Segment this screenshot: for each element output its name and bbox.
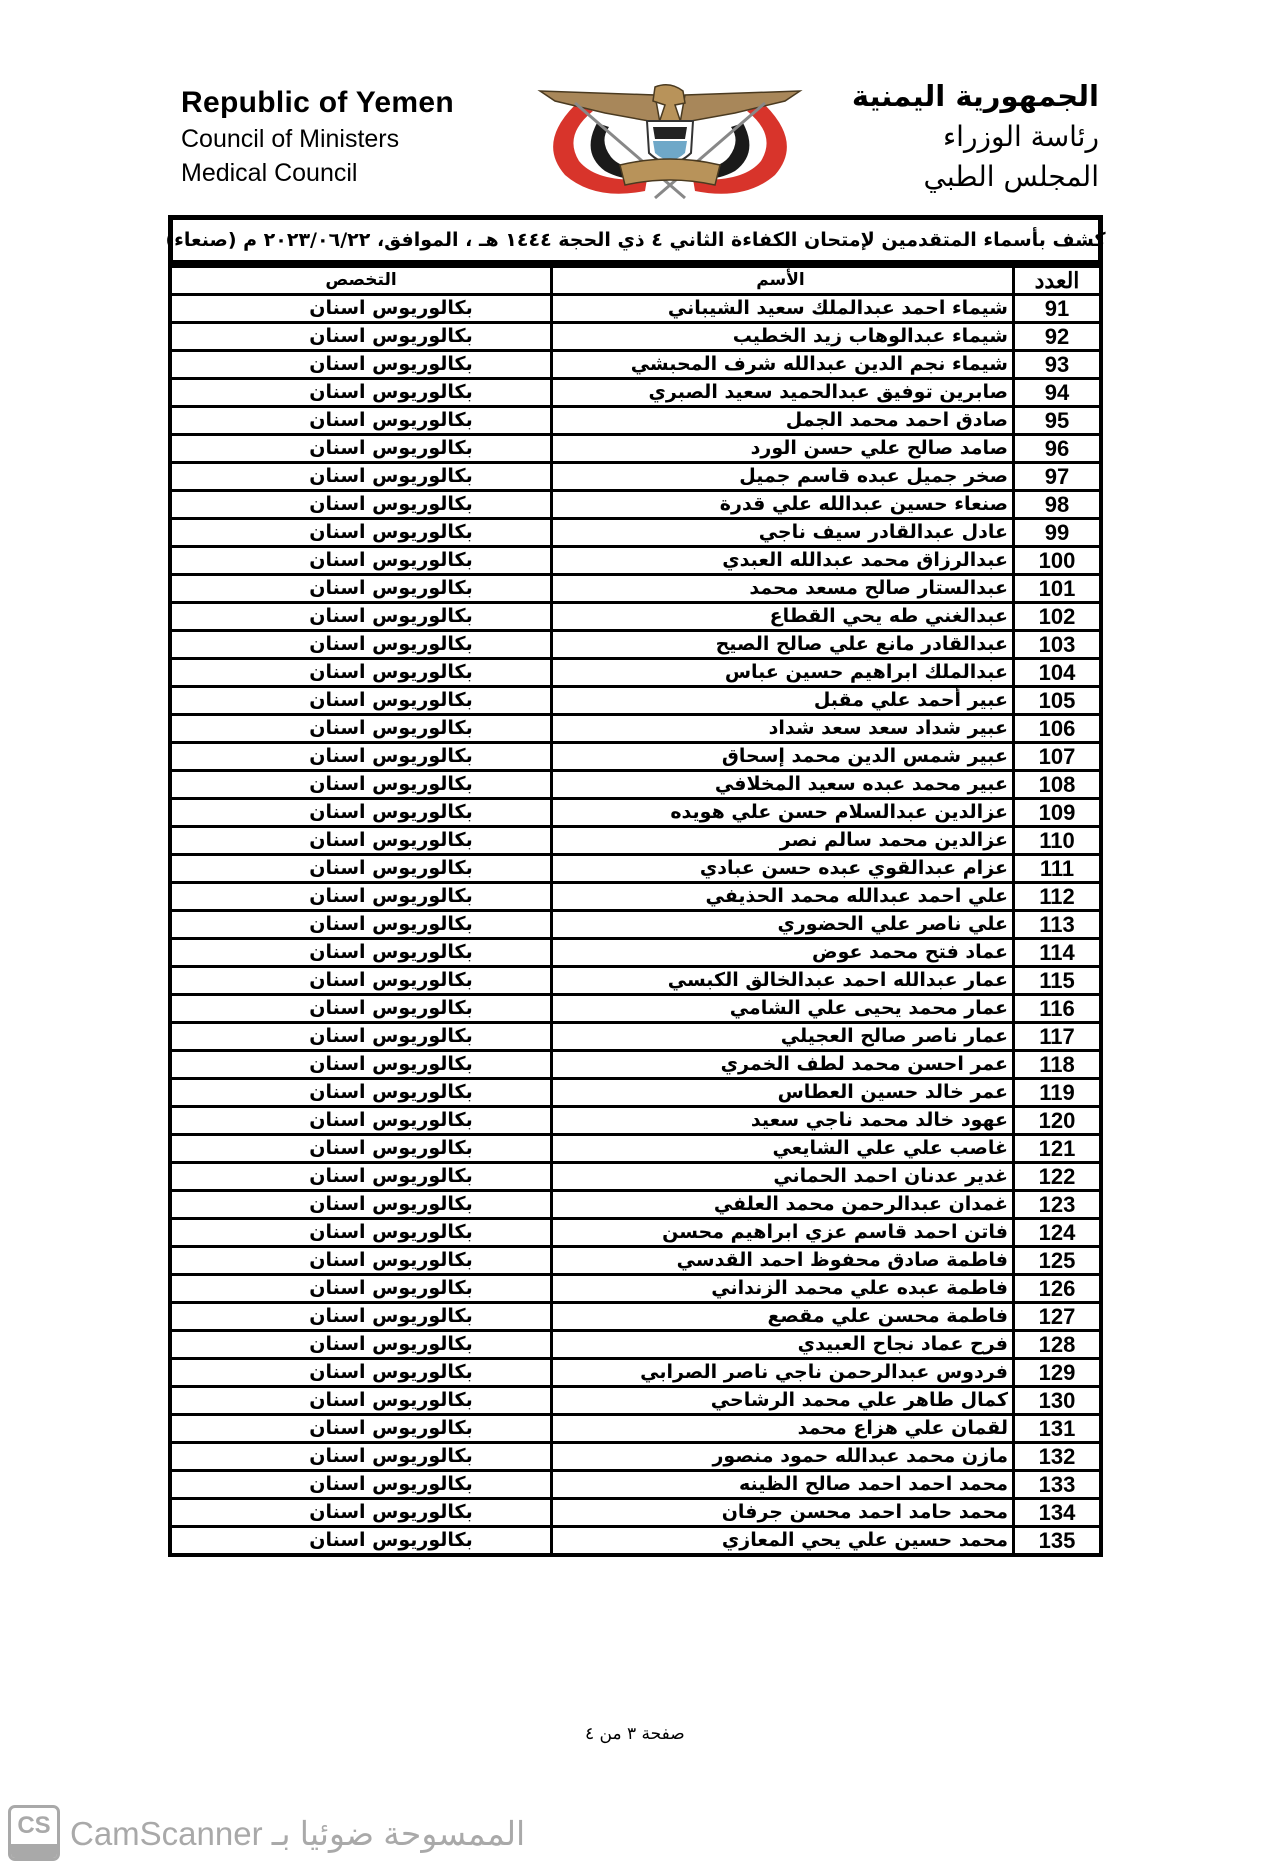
row-number: 123 (1014, 1191, 1102, 1219)
row-number: 92 (1014, 323, 1102, 351)
applicant-name: عبدالملك ابراهيم حسين عباس (552, 659, 1014, 687)
applicant-name: فاطمة صادق محفوظ احمد القدسي (552, 1247, 1014, 1275)
applicant-name: شيماء نجم الدين عبدالله شرف المحبشي (552, 351, 1014, 379)
applicant-specialization: بكالوريوس اسنان (170, 1079, 552, 1107)
applicant-specialization: بكالوريوس اسنان (170, 687, 552, 715)
applicant-specialization: بكالوريوس اسنان (170, 1415, 552, 1443)
table-row (170, 855, 1101, 883)
applicant-name: غمدان عبدالرحمن محمد العلفي (552, 1191, 1014, 1219)
applicant-specialization: بكالوريوس اسنان (170, 1135, 552, 1163)
table-row (170, 1051, 1101, 1079)
table-row (170, 659, 1101, 687)
applicant-name: لقمان علي هزاع محمد (552, 1415, 1014, 1443)
table-row (170, 1303, 1101, 1331)
applicant-name: عمر خالد حسين العطاس (552, 1079, 1014, 1107)
applicant-name: عبدالرزاق محمد عبدالله العبدي (552, 547, 1014, 575)
applicant-specialization: بكالوريوس اسنان (170, 295, 552, 323)
applicant-specialization: بكالوريوس اسنان (170, 1359, 552, 1387)
row-number: 96 (1014, 435, 1102, 463)
camscanner-logo-icon: CS (8, 1805, 60, 1861)
table-row (170, 295, 1101, 323)
column-header-specialization: التخصص (170, 267, 552, 295)
table-row (170, 1135, 1101, 1163)
applicant-specialization: بكالوريوس اسنان (170, 407, 552, 435)
table-row (170, 967, 1101, 995)
table-row (170, 491, 1101, 519)
table-row (170, 1387, 1101, 1415)
row-number: 133 (1014, 1471, 1102, 1499)
table-row (170, 547, 1101, 575)
row-number: 112 (1014, 883, 1102, 911)
applicant-specialization: بكالوريوس اسنان (170, 1051, 552, 1079)
applicant-specialization: بكالوريوس اسنان (170, 547, 552, 575)
applicant-specialization: بكالوريوس اسنان (170, 491, 552, 519)
applicant-name: عزام عبدالقوي عبده حسن عبادي (552, 855, 1014, 883)
row-number: 125 (1014, 1247, 1102, 1275)
row-number: 100 (1014, 547, 1102, 575)
row-number: 118 (1014, 1051, 1102, 1079)
watermark-text (70, 1814, 525, 1853)
table-row (170, 1247, 1101, 1275)
applicant-name: عبدالستار صالح مسعد محمد (552, 575, 1014, 603)
applicant-name: صامد صالح علي حسن الورد (552, 435, 1014, 463)
table-row (170, 771, 1101, 799)
applicant-name: صادق احمد محمد الجمل (552, 407, 1014, 435)
applicant-specialization: بكالوريوس اسنان (170, 855, 552, 883)
applicant-specialization: بكالوريوس اسنان (170, 1471, 552, 1499)
applicant-specialization: بكالوريوس اسنان (170, 1527, 552, 1556)
table-row (170, 575, 1101, 603)
applicant-specialization: بكالوريوس اسنان (170, 519, 552, 547)
row-number: 130 (1014, 1387, 1102, 1415)
table-row (170, 1359, 1101, 1387)
applicant-name: عمار ناصر صالح العجيلي (552, 1023, 1014, 1051)
applicant-name: عبدالغني طه يحي القطاع (552, 603, 1014, 631)
applicant-name: عماد فتح محمد عوض (552, 939, 1014, 967)
applicant-specialization: بكالوريوس اسنان (170, 799, 552, 827)
applicant-specialization: بكالوريوس اسنان (170, 659, 552, 687)
applicants-table (168, 265, 1103, 1557)
letterhead-en-title: Republic of Yemen (181, 86, 454, 119)
row-number: 131 (1014, 1415, 1102, 1443)
document-title: كشف بأسماء المتقدمين لإمتحان الكفاءة الثاني ٤ ذي الحجة ١٤٤٤ هـ ، الموافق، ٢٠٢٣/٠٦/٢٢ م (صنعاء) (168, 215, 1103, 265)
row-number: 119 (1014, 1079, 1102, 1107)
yemen-emblem-icon (535, 83, 805, 203)
applicant-name: عبدالقادر مانع علي صالح الصيح (552, 631, 1014, 659)
table-row (170, 1415, 1101, 1443)
applicant-name: عمار عبدالله احمد عبدالخالق الكبسي (552, 967, 1014, 995)
applicant-specialization: بكالوريوس اسنان (170, 351, 552, 379)
applicant-specialization: بكالوريوس اسنان (170, 1443, 552, 1471)
applicants-table-container (165, 215, 1106, 1557)
applicant-name: عبير شداد سعد سعد شداد (552, 715, 1014, 743)
camscanner-watermark (8, 1805, 525, 1861)
row-number: 99 (1014, 519, 1102, 547)
letterhead-english (181, 88, 454, 186)
applicant-name: صابرين توفيق عبدالحميد سعيد الصبري (552, 379, 1014, 407)
letterhead-ar-line2: رئاسة الوزراء (943, 120, 1099, 153)
applicant-specialization: بكالوريوس اسنان (170, 715, 552, 743)
table-row (170, 1499, 1101, 1527)
table-row (170, 1191, 1101, 1219)
table-row (170, 1471, 1101, 1499)
table-row (170, 631, 1101, 659)
table-row (170, 1219, 1101, 1247)
applicant-specialization: بكالوريوس اسنان (170, 603, 552, 631)
page-number: صفحة ٣ من ٤ (585, 1724, 685, 1744)
applicant-specialization: بكالوريوس اسنان (170, 1499, 552, 1527)
row-number: 102 (1014, 603, 1102, 631)
applicant-name: عزالدين محمد سالم نصر (552, 827, 1014, 855)
applicant-specialization: بكالوريوس اسنان (170, 323, 552, 351)
applicant-specialization: بكالوريوس اسنان (170, 463, 552, 491)
applicant-specialization: بكالوريوس اسنان (170, 771, 552, 799)
applicant-specialization: بكالوريوس اسنان (170, 1219, 552, 1247)
letterhead-ar-title: الجمهورية اليمنية (851, 79, 1099, 113)
applicant-specialization: بكالوريوس اسنان (170, 1023, 552, 1051)
applicant-name: فرح عماد نجاح العبيدي (552, 1331, 1014, 1359)
applicant-specialization: بكالوريوس اسنان (170, 995, 552, 1023)
applicant-specialization: بكالوريوس اسنان (170, 1191, 552, 1219)
letterhead-ar-line3: المجلس الطبي (923, 160, 1099, 193)
row-number: 129 (1014, 1359, 1102, 1387)
table-row (170, 687, 1101, 715)
row-number: 121 (1014, 1135, 1102, 1163)
applicant-specialization: بكالوريوس اسنان (170, 1331, 552, 1359)
applicant-name: عمار محمد يحيى علي الشامي (552, 995, 1014, 1023)
row-number: 98 (1014, 491, 1102, 519)
table-row (170, 1331, 1101, 1359)
table-row (170, 883, 1101, 911)
table-row (170, 743, 1101, 771)
applicant-specialization: بكالوريوس اسنان (170, 1275, 552, 1303)
applicant-name: صخر جميل عبده قاسم جميل (552, 463, 1014, 491)
applicant-name: عزالدين عبدالسلام حسن علي هويده (552, 799, 1014, 827)
row-number: 95 (1014, 407, 1102, 435)
table-row (170, 911, 1101, 939)
table-row (170, 463, 1101, 491)
row-number: 127 (1014, 1303, 1102, 1331)
applicant-name: فاتن احمد قاسم عزي ابراهيم محسن (552, 1219, 1014, 1247)
table-row (170, 1275, 1101, 1303)
applicant-name: عمر احسن محمد لطف الخمري (552, 1051, 1014, 1079)
applicant-specialization: بكالوريوس اسنان (170, 1387, 552, 1415)
letterhead-en-line3: Medical Council (181, 159, 358, 187)
applicant-specialization: بكالوريوس اسنان (170, 1303, 552, 1331)
row-number: 126 (1014, 1275, 1102, 1303)
row-number: 103 (1014, 631, 1102, 659)
table-row (170, 799, 1101, 827)
letterhead-en-line2: Council of Ministers (181, 125, 400, 153)
table-row (170, 603, 1101, 631)
applicant-name: فردوس عبدالرحمن ناجي ناصر الصرابي (552, 1359, 1014, 1387)
row-number: 116 (1014, 995, 1102, 1023)
table-row (170, 1163, 1101, 1191)
table-row (170, 1527, 1101, 1556)
applicant-name: محمد حامد احمد محسن جرفان (552, 1499, 1014, 1527)
applicant-specialization: بكالوريوس اسنان (170, 939, 552, 967)
row-number: 97 (1014, 463, 1102, 491)
row-number: 120 (1014, 1107, 1102, 1135)
applicant-specialization: بكالوريوس اسنان (170, 435, 552, 463)
applicant-specialization: بكالوريوس اسنان (170, 827, 552, 855)
table-row (170, 519, 1101, 547)
row-number: 104 (1014, 659, 1102, 687)
table-row (170, 407, 1101, 435)
table-row (170, 1079, 1101, 1107)
watermark-arabic: الممسوحة ضوئيا بـ (271, 1814, 526, 1852)
table-row (170, 1443, 1101, 1471)
watermark-brand: CamScanner (70, 1814, 263, 1852)
applicant-name: عبير أحمد علي مقبل (552, 687, 1014, 715)
applicant-specialization: بكالوريوس اسنان (170, 1247, 552, 1275)
row-number: 107 (1014, 743, 1102, 771)
row-number: 94 (1014, 379, 1102, 407)
applicant-name: عبير محمد عبده سعيد المخلافي (552, 771, 1014, 799)
row-number: 135 (1014, 1527, 1102, 1556)
table-header-row (170, 267, 1101, 295)
applicant-name: مازن محمد عبدالله حمود منصور (552, 1443, 1014, 1471)
applicant-name: علي ناصر علي الحضوري (552, 911, 1014, 939)
applicant-name: غاصب علي علي الشايعي (552, 1135, 1014, 1163)
row-number: 113 (1014, 911, 1102, 939)
applicant-specialization: بكالوريوس اسنان (170, 1107, 552, 1135)
table-row (170, 995, 1101, 1023)
row-number: 132 (1014, 1443, 1102, 1471)
row-number: 111 (1014, 855, 1102, 883)
applicant-name: محمد حسين علي يحي المعازي (552, 1527, 1014, 1556)
applicant-name: عهود خالد محمد ناجي سعيد (552, 1107, 1014, 1135)
applicant-specialization: بكالوريوس اسنان (170, 967, 552, 995)
applicant-name: شيماء احمد عبدالملك سعيد الشيباني (552, 295, 1014, 323)
table-row (170, 715, 1101, 743)
row-number: 128 (1014, 1331, 1102, 1359)
applicant-name: عادل عبدالقادر سيف ناجي (552, 519, 1014, 547)
table-row (170, 1107, 1101, 1135)
column-header-number: العدد (1014, 267, 1102, 295)
column-header-name: الأسم (552, 267, 1014, 295)
letterhead-arabic (851, 79, 1099, 193)
applicant-name: شيماء عبدالوهاب زيد الخطيب (552, 323, 1014, 351)
applicant-name: فاطمة عبده علي محمد الزنداني (552, 1275, 1014, 1303)
row-number: 115 (1014, 967, 1102, 995)
applicant-name: عبير شمس الدين محمد إسحاق (552, 743, 1014, 771)
row-number: 101 (1014, 575, 1102, 603)
applicant-specialization: بكالوريوس اسنان (170, 575, 552, 603)
table-row (170, 827, 1101, 855)
applicant-name: صنعاء حسين عبدالله علي قدرة (552, 491, 1014, 519)
row-number: 108 (1014, 771, 1102, 799)
row-number: 110 (1014, 827, 1102, 855)
row-number: 93 (1014, 351, 1102, 379)
table-row (170, 323, 1101, 351)
applicant-name: محمد احمد احمد صالح الظينه (552, 1471, 1014, 1499)
row-number: 114 (1014, 939, 1102, 967)
applicant-specialization: بكالوريوس اسنان (170, 743, 552, 771)
applicant-specialization: بكالوريوس اسنان (170, 911, 552, 939)
row-number: 124 (1014, 1219, 1102, 1247)
applicant-name: فاطمة محسن علي مقصع (552, 1303, 1014, 1331)
row-number: 117 (1014, 1023, 1102, 1051)
row-number: 134 (1014, 1499, 1102, 1527)
row-number: 109 (1014, 799, 1102, 827)
applicant-name: علي احمد عبدالله محمد الحذيفي (552, 883, 1014, 911)
table-row (170, 435, 1101, 463)
applicant-name: كمال طاهر علي محمد الرشاحي (552, 1387, 1014, 1415)
row-number: 106 (1014, 715, 1102, 743)
applicant-name: غدير عدنان احمد الحماني (552, 1163, 1014, 1191)
table-row (170, 351, 1101, 379)
applicant-specialization: بكالوريوس اسنان (170, 379, 552, 407)
table-row (170, 939, 1101, 967)
row-number: 105 (1014, 687, 1102, 715)
applicant-specialization: بكالوريوس اسنان (170, 1163, 552, 1191)
row-number: 91 (1014, 295, 1102, 323)
row-number: 122 (1014, 1163, 1102, 1191)
applicant-specialization: بكالوريوس اسنان (170, 631, 552, 659)
applicant-specialization: بكالوريوس اسنان (170, 883, 552, 911)
table-row (170, 379, 1101, 407)
table-row (170, 1023, 1101, 1051)
